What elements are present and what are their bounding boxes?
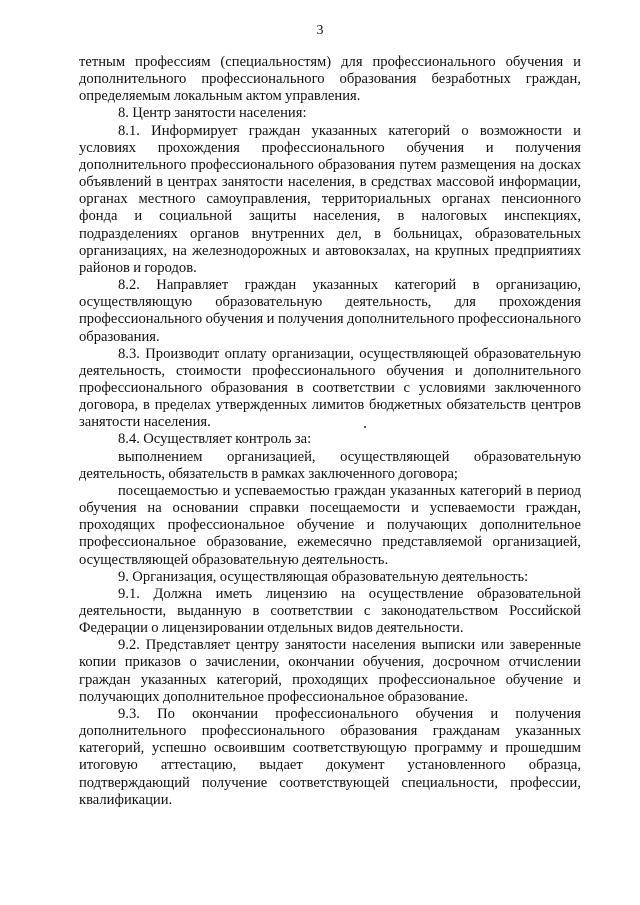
paragraph-continuation: тетным профессиям (специальностям) для профессионального обучения и дополнительного профессионального образования безработных граждан, определяемым локальным актом управления. [79,54,581,105]
paragraph-8-4-item-2: посещаемостью и успеваемостью граждан указанных категорий в период обучения на основании справки посещаемости и успеваемости граждан, проходящих профессиональное обучение и получающих дополнительное профессиональное образование, ежемесячно представляемой организацией, осуществляющей образовательную деятельность. [79,482,581,568]
paragraph-section-9: 9. Организация, осуществляющая образовательную деятельность: [118,568,529,585]
paragraph-8-2: 8.2. Направляет граждан указанных категорий в организацию, осуществляющую образовательную деятельность, для прохождения профессионального обучения и получения дополнительного профессионального образования. [79,277,581,345]
paragraph-9-3: 9.3. По окончании профессионального обучения и получения дополнительного профессионального образования гражданам указанных категорий, успешно освоившим соответствующую программу и прошедшим итоговую аттестацию, выдает документ установленного образца, подтверждающий получение соответствующей специальности, профессии, квалификации. [79,705,581,808]
paragraph-8-4: 8.4. Осуществляет контроль за: [118,431,312,448]
paragraph-section-8: 8. Центр занятости населения: [118,105,307,122]
document-body [79,54,581,809]
paragraph-9-2: 9.2. Представляет центру занятости населения выписки или заверенные копии приказов о зачислении, окончании обучения, досрочном отчислении граждан указанных категорий, проходящих профессиональное обучение и получающих дополнительное профессиональное образование. [79,637,581,705]
paragraph-8-4-item-1: выполнением организацией, осуществляющей образовательную деятельность, обязательств в рамках заключенного договора; [79,448,581,482]
paragraph-8-3: 8.3. Производит оплату организации, осуществляющей образовательную деятельность, стоимости профессионального обучения и дополнительного профессионального образования в соответствии с условиями заключенного договора, в пределах утвержденных лимитов бюджетных обязательств центров занятости населения. [79,345,581,431]
paragraph-9-1: 9.1. Должна иметь лицензию на осуществление образовательной деятельности, выданную в соответствии с законодательством Российской Федерации о лицензировании отдельных видов деятельности. [79,585,581,637]
paragraph-8-1: 8.1. Информирует граждан указанных категорий о возможности и условиях прохождения профессионального обучения и получения дополнительного профессионального образования путем размещения на досках объявлений в центрах занятости населения, в средствах массовой информации, органах местного самоуправления, территориальных органах пенсионного фонда и социальной защиты населения, в налоговых инспекциях, подразделениях органов внутренних дел, в больницах, образовательных организациях, на железнодорожных и автовокзалах, на крупных предприятиях районов и городов. [79,122,581,276]
scan-speck [364,426,366,428]
page-number: 3 [316,23,324,38]
